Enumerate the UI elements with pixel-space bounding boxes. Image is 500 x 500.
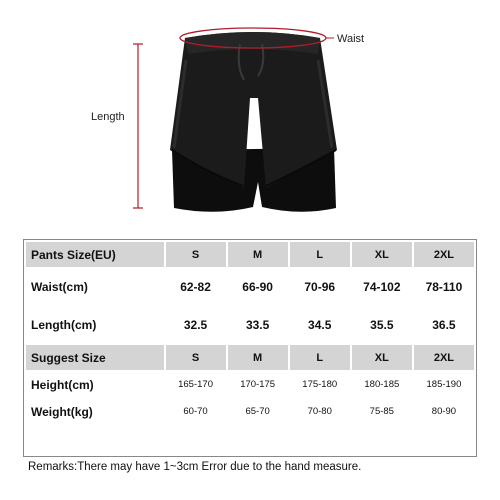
table-cell: XL (352, 345, 412, 370)
row-header: Waist(cm) (26, 269, 164, 305)
table-cell: 62-82 (166, 269, 226, 305)
table-cell: 32.5 (166, 307, 226, 343)
row-header: Length(cm) (26, 307, 164, 343)
length-label: Length (91, 111, 125, 123)
table-cell: 74-102 (352, 269, 412, 305)
table-cell: XL (352, 242, 412, 267)
table-cell: 35.5 (352, 307, 412, 343)
table-cell: M (228, 345, 288, 370)
table-cell: 175-180 (290, 372, 350, 397)
table-cell: L (290, 345, 350, 370)
table-row-weight (26, 399, 474, 424)
measurement-remark: Remarks:There may have 1~3cm Error due to the hand measure. (28, 461, 362, 473)
table-cell: 165-170 (166, 372, 226, 397)
table-cell: 185-190 (414, 372, 474, 397)
table-cell: 78-110 (414, 269, 474, 305)
table-cell: 170-175 (228, 372, 288, 397)
product-image (0, 0, 500, 232)
table-cell: 65-70 (228, 399, 288, 424)
table-cell: 70-96 (290, 269, 350, 305)
table-row-waist (26, 269, 474, 305)
table-cell: 2XL (414, 345, 474, 370)
row-header: Suggest Size (26, 345, 164, 370)
table-row-height (26, 372, 474, 397)
table-cell: 180-185 (352, 372, 412, 397)
table-row-pants-size (26, 242, 474, 267)
table-cell: L (290, 242, 350, 267)
table-cell: S (166, 242, 226, 267)
row-header: Height(cm) (26, 372, 164, 397)
table-cell: 66-90 (228, 269, 288, 305)
table-cell: 36.5 (414, 307, 474, 343)
waist-label: Waist (337, 33, 365, 45)
table-row-suggest-size (26, 345, 474, 370)
row-header: Pants Size(EU) (26, 242, 164, 267)
table-cell: 34.5 (290, 307, 350, 343)
table-cell: 80-90 (414, 399, 474, 424)
row-header: Weight(kg) (26, 399, 164, 424)
table-cell: 70-80 (290, 399, 350, 424)
running-shorts-illustration (0, 0, 500, 232)
table-cell: M (228, 242, 288, 267)
size-table (24, 240, 476, 426)
table-cell: 33.5 (228, 307, 288, 343)
table-row-length (26, 307, 474, 343)
table-cell: 2XL (414, 242, 474, 267)
table-cell: 60-70 (166, 399, 226, 424)
table-cell: 75-85 (352, 399, 412, 424)
table-cell: S (166, 345, 226, 370)
